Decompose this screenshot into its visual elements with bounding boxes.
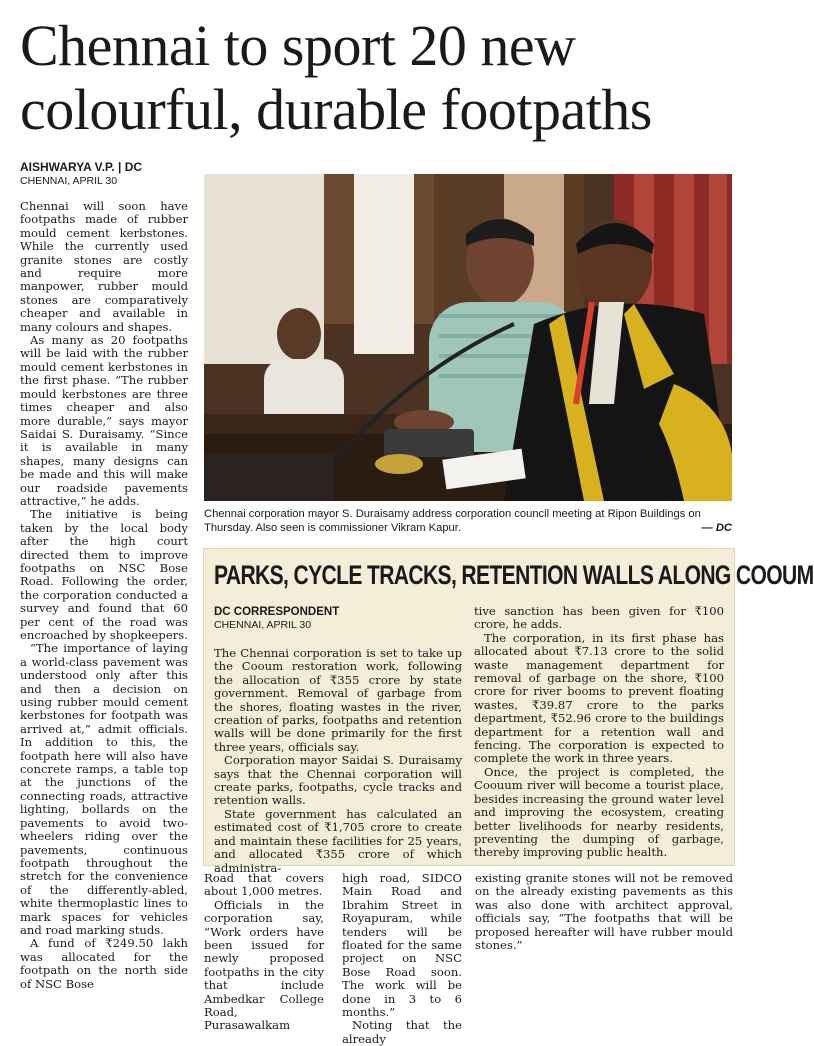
sidebar-column-1 xyxy=(214,646,462,875)
sidebar-byline xyxy=(214,606,339,632)
photo-credit: — DC xyxy=(701,522,732,534)
paragraph: high road, SIDCO Main Road and Ibrahim Street in Royapuram, while tenders will be floated for the same project on NSC Bose Road soon. The work will be done in 3 to 6 months.” xyxy=(342,871,462,1020)
paragraph: Noting that the already xyxy=(342,1018,462,1046)
paragraph: tive sanction has been given for ₹100 crore, he adds. xyxy=(474,604,724,632)
paragraph: Road that covers about 1,000 metres. xyxy=(204,871,324,899)
paragraph: The corporation, in its first phase has allocated about ₹7.13 crore to the solid waste management department for removal of garbage on the shore, ₹100 crore for river booms to prevent floating wastes, ₹39.87 crore to the parks department, ₹52.96 crore to the buildings department for a retention wall and fencing. The corporation is expected to complete the work in three years. xyxy=(474,630,724,766)
article-column-2 xyxy=(204,871,324,1033)
article-column-3 xyxy=(342,871,462,1046)
paragraph: Officials in the corporation say, “Work orders have been issued for newly proposed footpaths in the city that include Ambedkar College Road, Purasawalkam xyxy=(204,897,324,1033)
paragraph: Once, the project is completed, the Coouum river will become a tourist place, besides increasing the ground water level and improving the ecosystem, creating better livelihoods for nearby residents, preventing the dumping of garbage, thereby improving public health. xyxy=(474,764,724,860)
paragraph: “The importance of laying a world-class pavement was understood only after this and then a decision on using rubber mould cement kerbstones for footpath was arrived at,” admit officials. In addition to this, the footpath here will also have concrete ramps, a table top at the junctions of the connecting roads, attractive lighting, bollards on the pavements to avoid two-wheelers riding over the pavements, continuous footpath throughout the stretch for the convenience of the differently-abled, white thermoplastic lines to mark spaces for vehicles and road marking studs. xyxy=(20,641,188,937)
headline-line-1: Chennai to sport 20 new xyxy=(20,13,576,78)
article-column-1 xyxy=(20,199,188,991)
main-byline xyxy=(20,160,142,188)
photo-illustration xyxy=(204,174,732,501)
paragraph: As many as 20 footpaths will be laid with the rubber mould cement kerbstones in the first phase. “The rubber mould kerbstones are three times cheaper and also more durable,” says mayor Saidai S. Duraisamy. “Since it is available in many shapes, many designs can be made and this will make our roadside pavements attractive,” he adds. xyxy=(20,333,188,508)
photo-caption xyxy=(204,507,732,535)
sidebar-column-2 xyxy=(474,605,724,861)
sidebar-author: DC CORRESPONDENT xyxy=(214,606,340,618)
article-column-4 xyxy=(475,872,733,984)
headline-line-2: colourful, durable footpaths xyxy=(20,77,652,142)
author: AISHWARYA V.P. | DC xyxy=(20,160,143,174)
paragraph: The initiative is being taken by the local body after the high court directed them to improve footpaths on NSC Bose Road. Following the order, the corporation conducted a survey and found that 60 per cent of the road was encroached by shopkeepers. xyxy=(20,507,188,642)
dateline: CHENNAI, APRIL 30 xyxy=(20,175,118,187)
sidebar-headline: PARKS, CYCLE TRACKS, RETENTION WALLS ALONG COOUM xyxy=(214,560,814,590)
paragraph: State government has calculated an estimated cost of ₹1,705 crore to create and maintain these facilities for 25 years, and allocated ₹355 crore of which administra- xyxy=(214,806,462,875)
paragraph: existing granite stones will not be removed on the already existing pavements as this was also done with architect approval, officials say, “The footpaths that will be proposed hereafter will have rubber mould stones.” xyxy=(475,871,733,953)
paragraph: Chennai will soon have footpaths made of rubber mould cement kerbstones. While the currently used granite stones are costly and require more manpower, rubber mould stones are comparatively cheaper and available in many colours and shapes. xyxy=(20,199,188,334)
news-photo xyxy=(204,174,732,501)
sidebar-dateline: CHENNAI, APRIL 30 xyxy=(214,619,312,631)
paragraph: Corporation mayor Saidai S. Duraisamy says that the Chennai corporation will create parks, footpaths, cycle tracks and retention walls. xyxy=(214,753,462,808)
headline xyxy=(20,14,740,142)
paragraph: The Chennai corporation is set to take up the Cooum restoration work, following the allocation of ₹355 crore by state government. Removal of garbage from the shores, floating wastes in the river, creation of parks, footpaths and retention walls will be done primarily for the first three years, officials say. xyxy=(214,646,462,754)
caption-text: Chennai corporation mayor S. Duraisamy address corporation council meeting at Ripon Buildings on Thursday. Also seen is commissioner Vikram Kapur. xyxy=(204,508,701,534)
paragraph: A fund of ₹249.50 lakh was allocated for the footpath on the north side of NSC Bose xyxy=(20,936,188,991)
sidebar-story-box xyxy=(203,548,814,875)
